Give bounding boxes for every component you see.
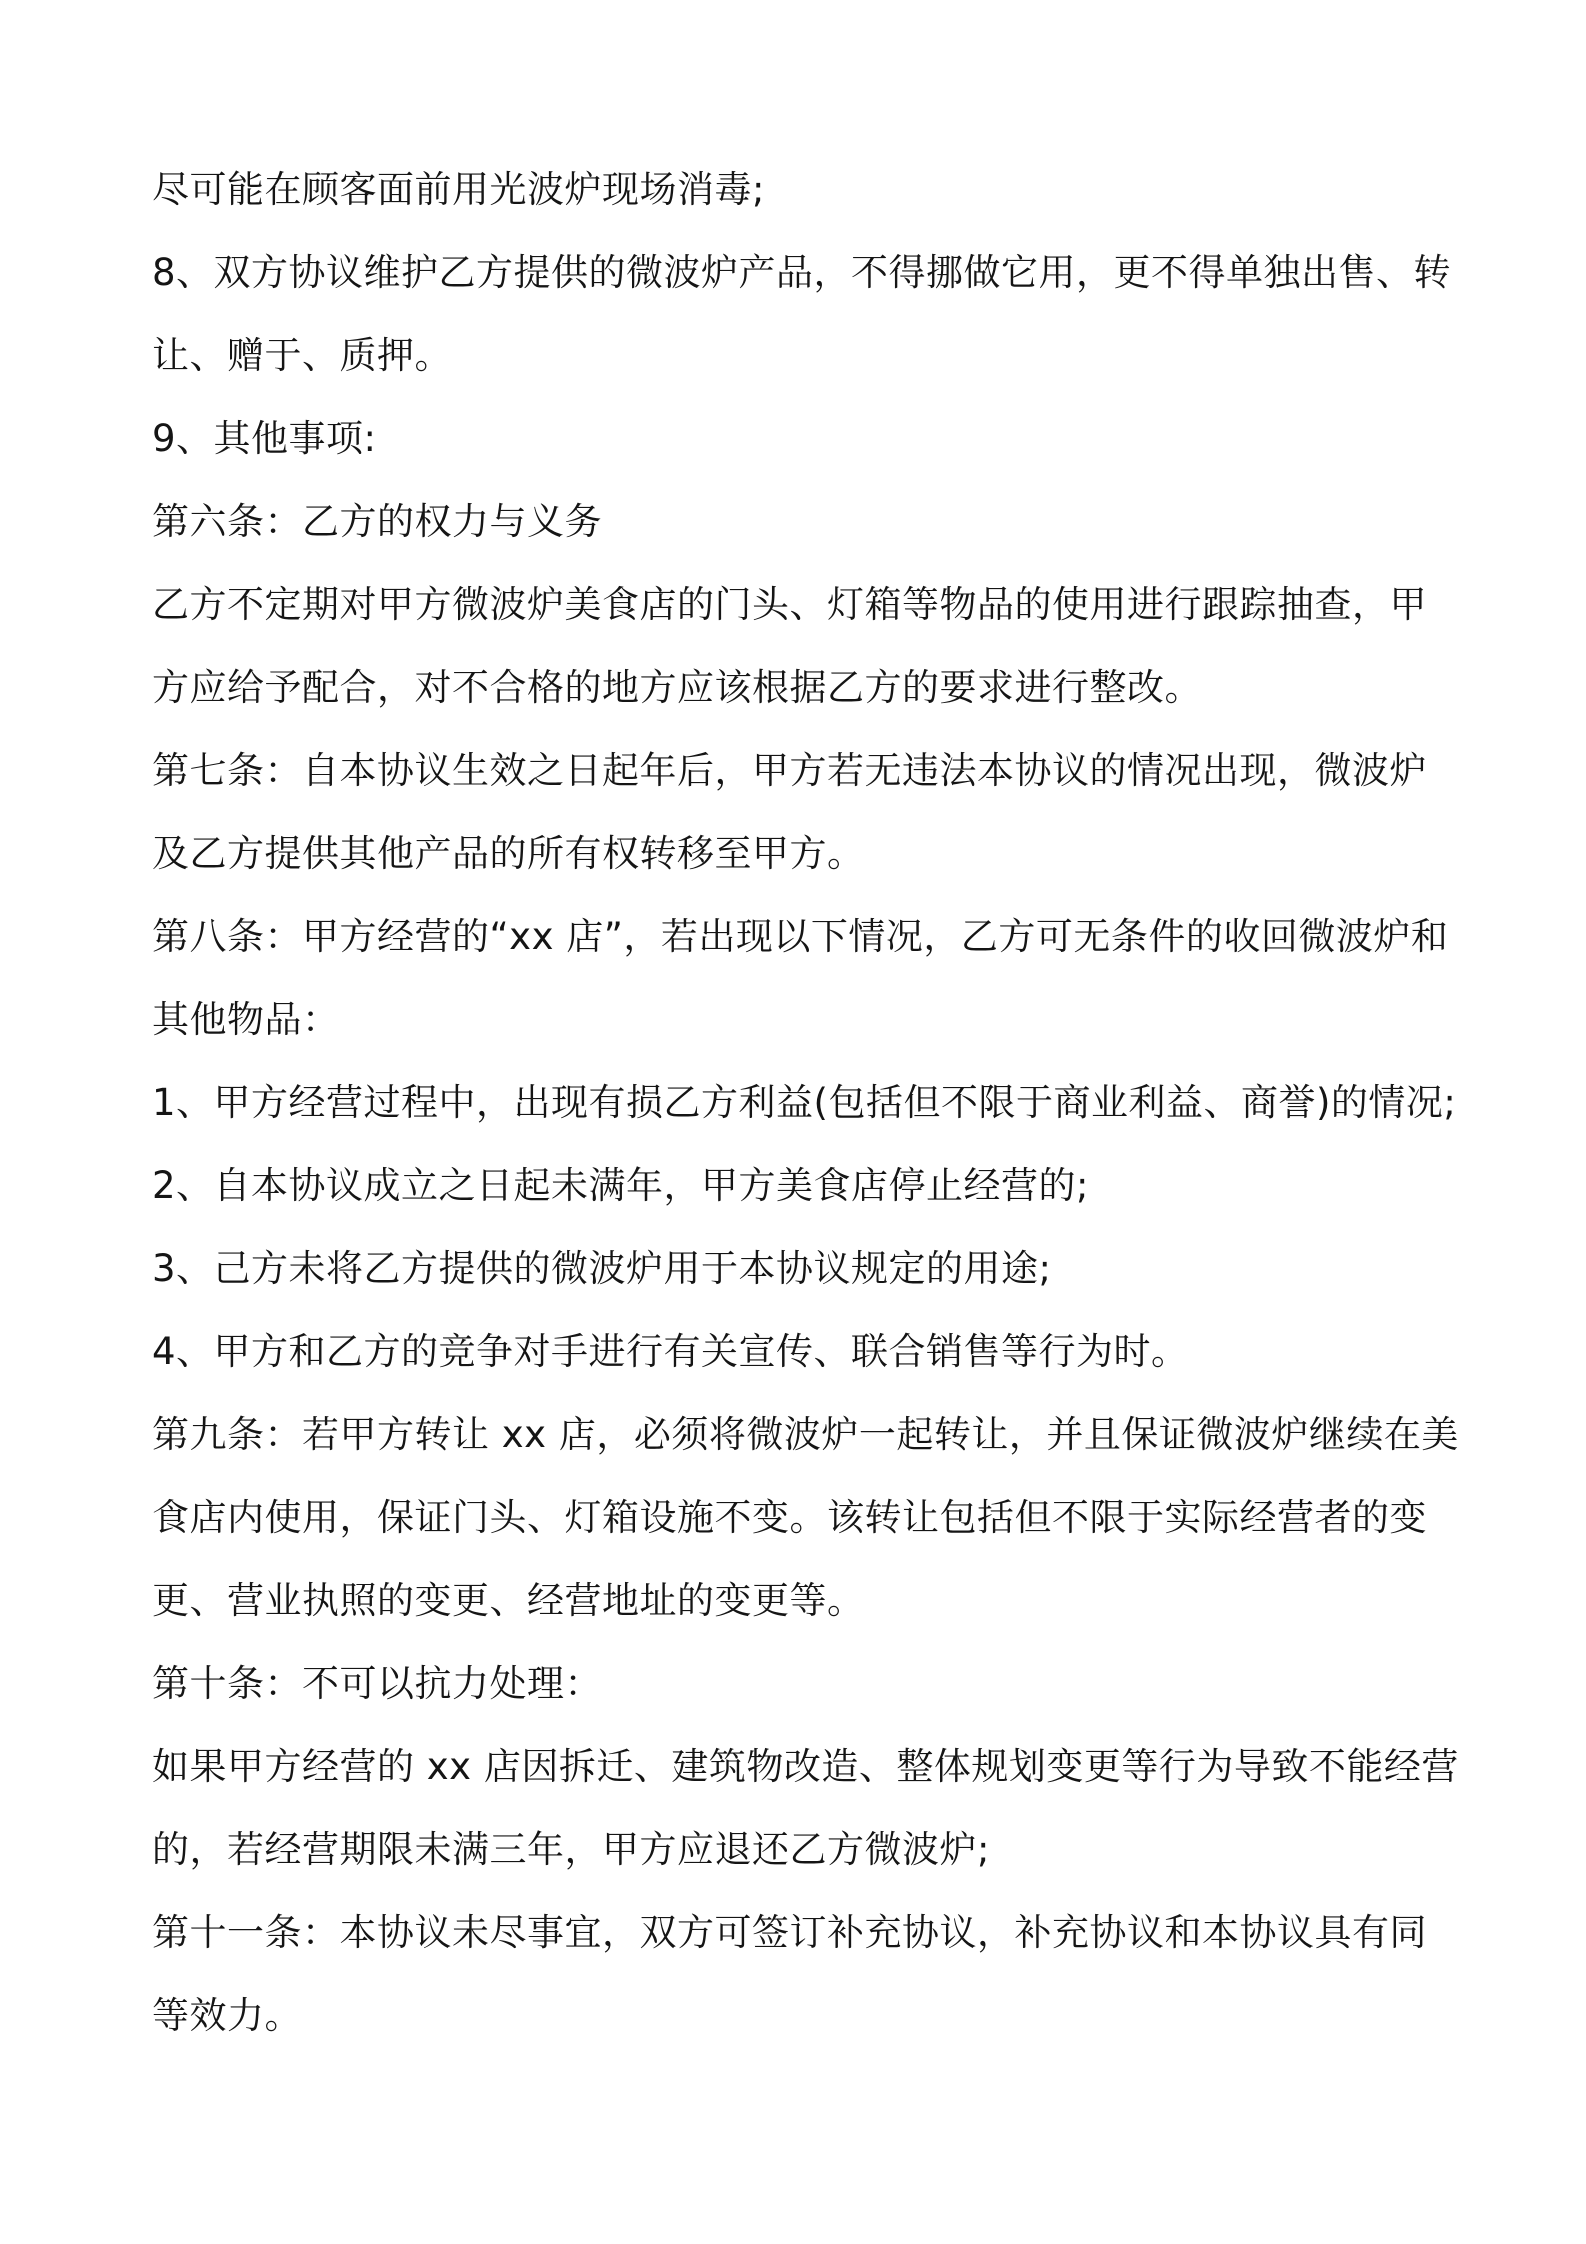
text-line: 其他物品： — [152, 998, 340, 1041]
text-line: 9、其他事项: — [152, 417, 377, 460]
text-line: 尽可能在顾客面前用光波炉现场消毒; — [152, 168, 765, 211]
text-line: 及乙方提供其他产品的所有权转移至甲方。 — [152, 832, 865, 875]
text-line: 食店内使用，保证门头、灯箱设施不变。该转让包括但不限于实际经营者的变 — [152, 1496, 1427, 1539]
text-line: 等效力。 — [152, 1994, 302, 2037]
text-line: 更、营业执照的变更、经营地址的变更等。 — [152, 1579, 865, 1622]
text-line: 让、赠于、质押。 — [152, 334, 452, 377]
list-item: 2、自本协议成立之日起未满年，甲方美食店停止经营的; — [152, 1164, 1090, 1207]
list-item: 4、甲方和乙方的竞争对手进行有关宣传、联合销售等行为时。 — [152, 1330, 1189, 1373]
text-line: 的，若经营期限未满三年，甲方应退还乙方微波炉; — [152, 1828, 990, 1871]
text-line: 第十一条：本协议未尽事宜，双方可签订补充协议，补充协议和本协议具有同 — [152, 1911, 1427, 1954]
text-line: 第八条：甲方经营的“xx 店”，若出现以下情况，乙方可无条件的收回微波炉和 — [152, 915, 1449, 958]
document-body — [152, 148, 1459, 2057]
text-line: 方应给予配合，对不合格的地方应该根据乙方的要求进行整改。 — [152, 666, 1202, 709]
section-heading: 第十条：不可以抗力处理： — [152, 1662, 602, 1705]
text-line: 8、双方协议维护乙方提供的微波炉产品，不得挪做它用，更不得单独出售、转 — [152, 251, 1452, 294]
text-line: 如果甲方经营的 xx 店因拆迁、建筑物改造、整体规划变更等行为导致不能经营 — [152, 1745, 1459, 1788]
text-line: 第九条：若甲方转让 xx 店，必须将微波炉一起转让，并且保证微波炉继续在美 — [152, 1413, 1459, 1456]
list-item: 1、甲方经营过程中，出现有损乙方利益(包括但不限于商业利益、商誉)的情况; — [152, 1081, 1457, 1124]
section-heading: 第六条：乙方的权力与义务 — [152, 500, 602, 543]
text-line: 第七条：自本协议生效之日起年后，甲方若无违法本协议的情况出现，微波炉 — [152, 749, 1427, 792]
list-item: 3、己方未将乙方提供的微波炉用于本协议规定的用途; — [152, 1247, 1052, 1290]
text-line: 乙方不定期对甲方微波炉美食店的门头、灯箱等物品的使用进行跟踪抽查，甲 — [152, 583, 1427, 626]
